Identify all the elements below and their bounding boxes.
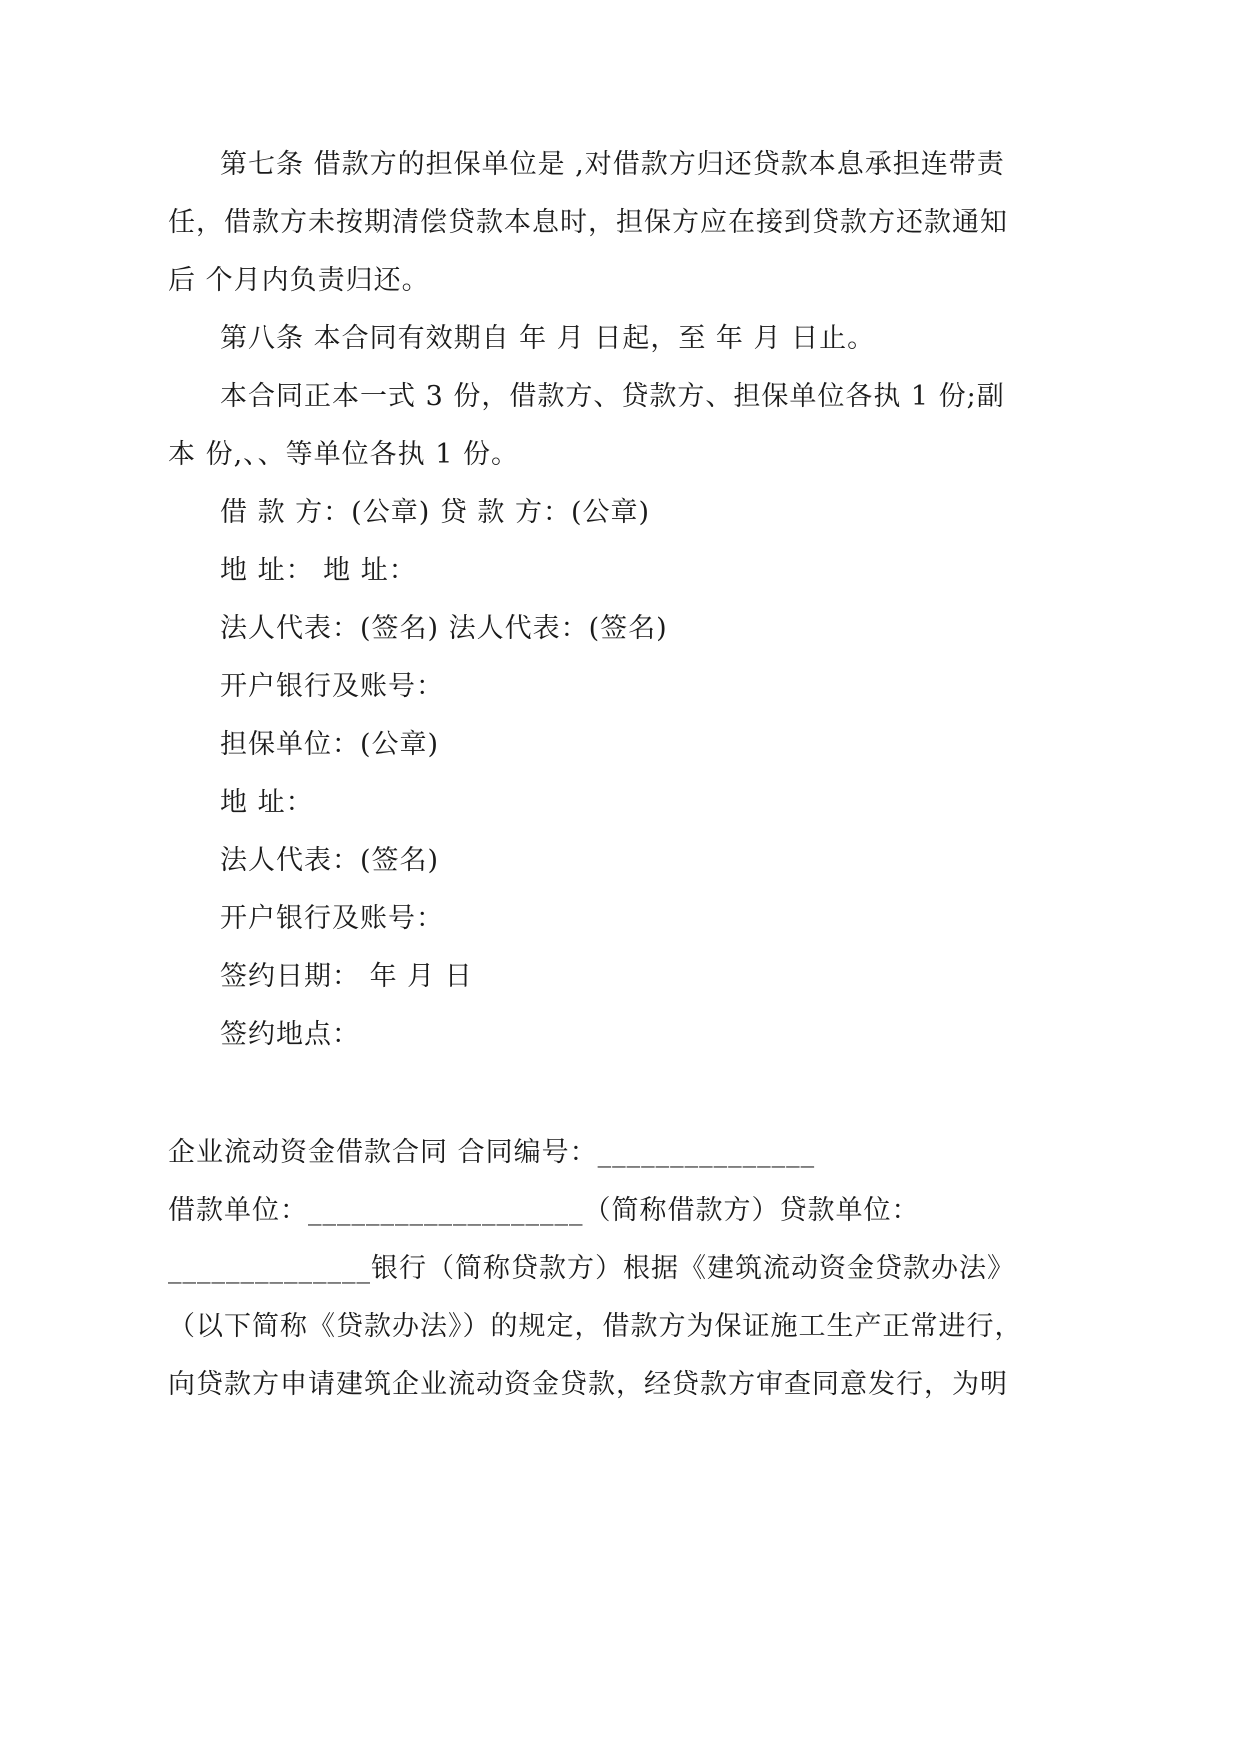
regulation-line: （以下简称《贷款办法》）的规定，借款方为保证施工生产正常进行，: [168, 1311, 1023, 1342]
legal-rep-row: 法人代表：(签名) 法人代表：(签名): [220, 613, 668, 644]
address-row: 地 址： 地 址：: [220, 555, 417, 586]
borrower-lender-seal: 借 款 方：(公章) 贷 款 方：(公章): [220, 497, 651, 528]
application-line: 向贷款方申请建筑企业流动资金贷款，经贷款方审查同意发行，为明: [168, 1369, 1008, 1400]
guarantor-legal-rep: 法人代表：(签名): [220, 845, 440, 876]
article-8: 第八条 本合同有效期自 年 月 日起，至 年 月 日止。: [220, 323, 876, 354]
guarantor-address: 地 址：: [220, 787, 314, 818]
borrower-unit-line: 借款单位：___________________（简称借款方）贷款单位：: [168, 1195, 920, 1226]
lender-bank-line: ______________银行（简称贷款方）根据《建筑流动资金贷款办法》: [168, 1253, 1015, 1284]
signing-place: 签约地点：: [220, 1019, 360, 1050]
copies-line-1: 本合同正本一式 3 份，借款方、贷款方、担保单位各执 1 份;副: [220, 381, 1005, 412]
article-7-line-3: 后 个月内负责归还。: [168, 265, 430, 296]
copies-line-2: 本 份,、、等单位各执 1 份。: [168, 439, 520, 470]
article-7-line-1: 第七条 借款方的担保单位是 ,对借款方归还贷款本息承担连带责: [220, 149, 1005, 180]
bank-account-label: 开户银行及账号：: [220, 671, 444, 702]
guarantor-bank-account: 开户银行及账号：: [220, 903, 444, 934]
article-7-line-2: 任，借款方未按期清偿贷款本息时，担保方应在接到贷款方还款通知: [168, 207, 1008, 238]
signing-date: 签约日期： 年 月 日: [220, 961, 473, 992]
contract-title-number: 企业流动资金借款合同 合同编号：_______________: [168, 1137, 816, 1168]
guarantor-seal: 担保单位：(公章): [220, 729, 440, 760]
